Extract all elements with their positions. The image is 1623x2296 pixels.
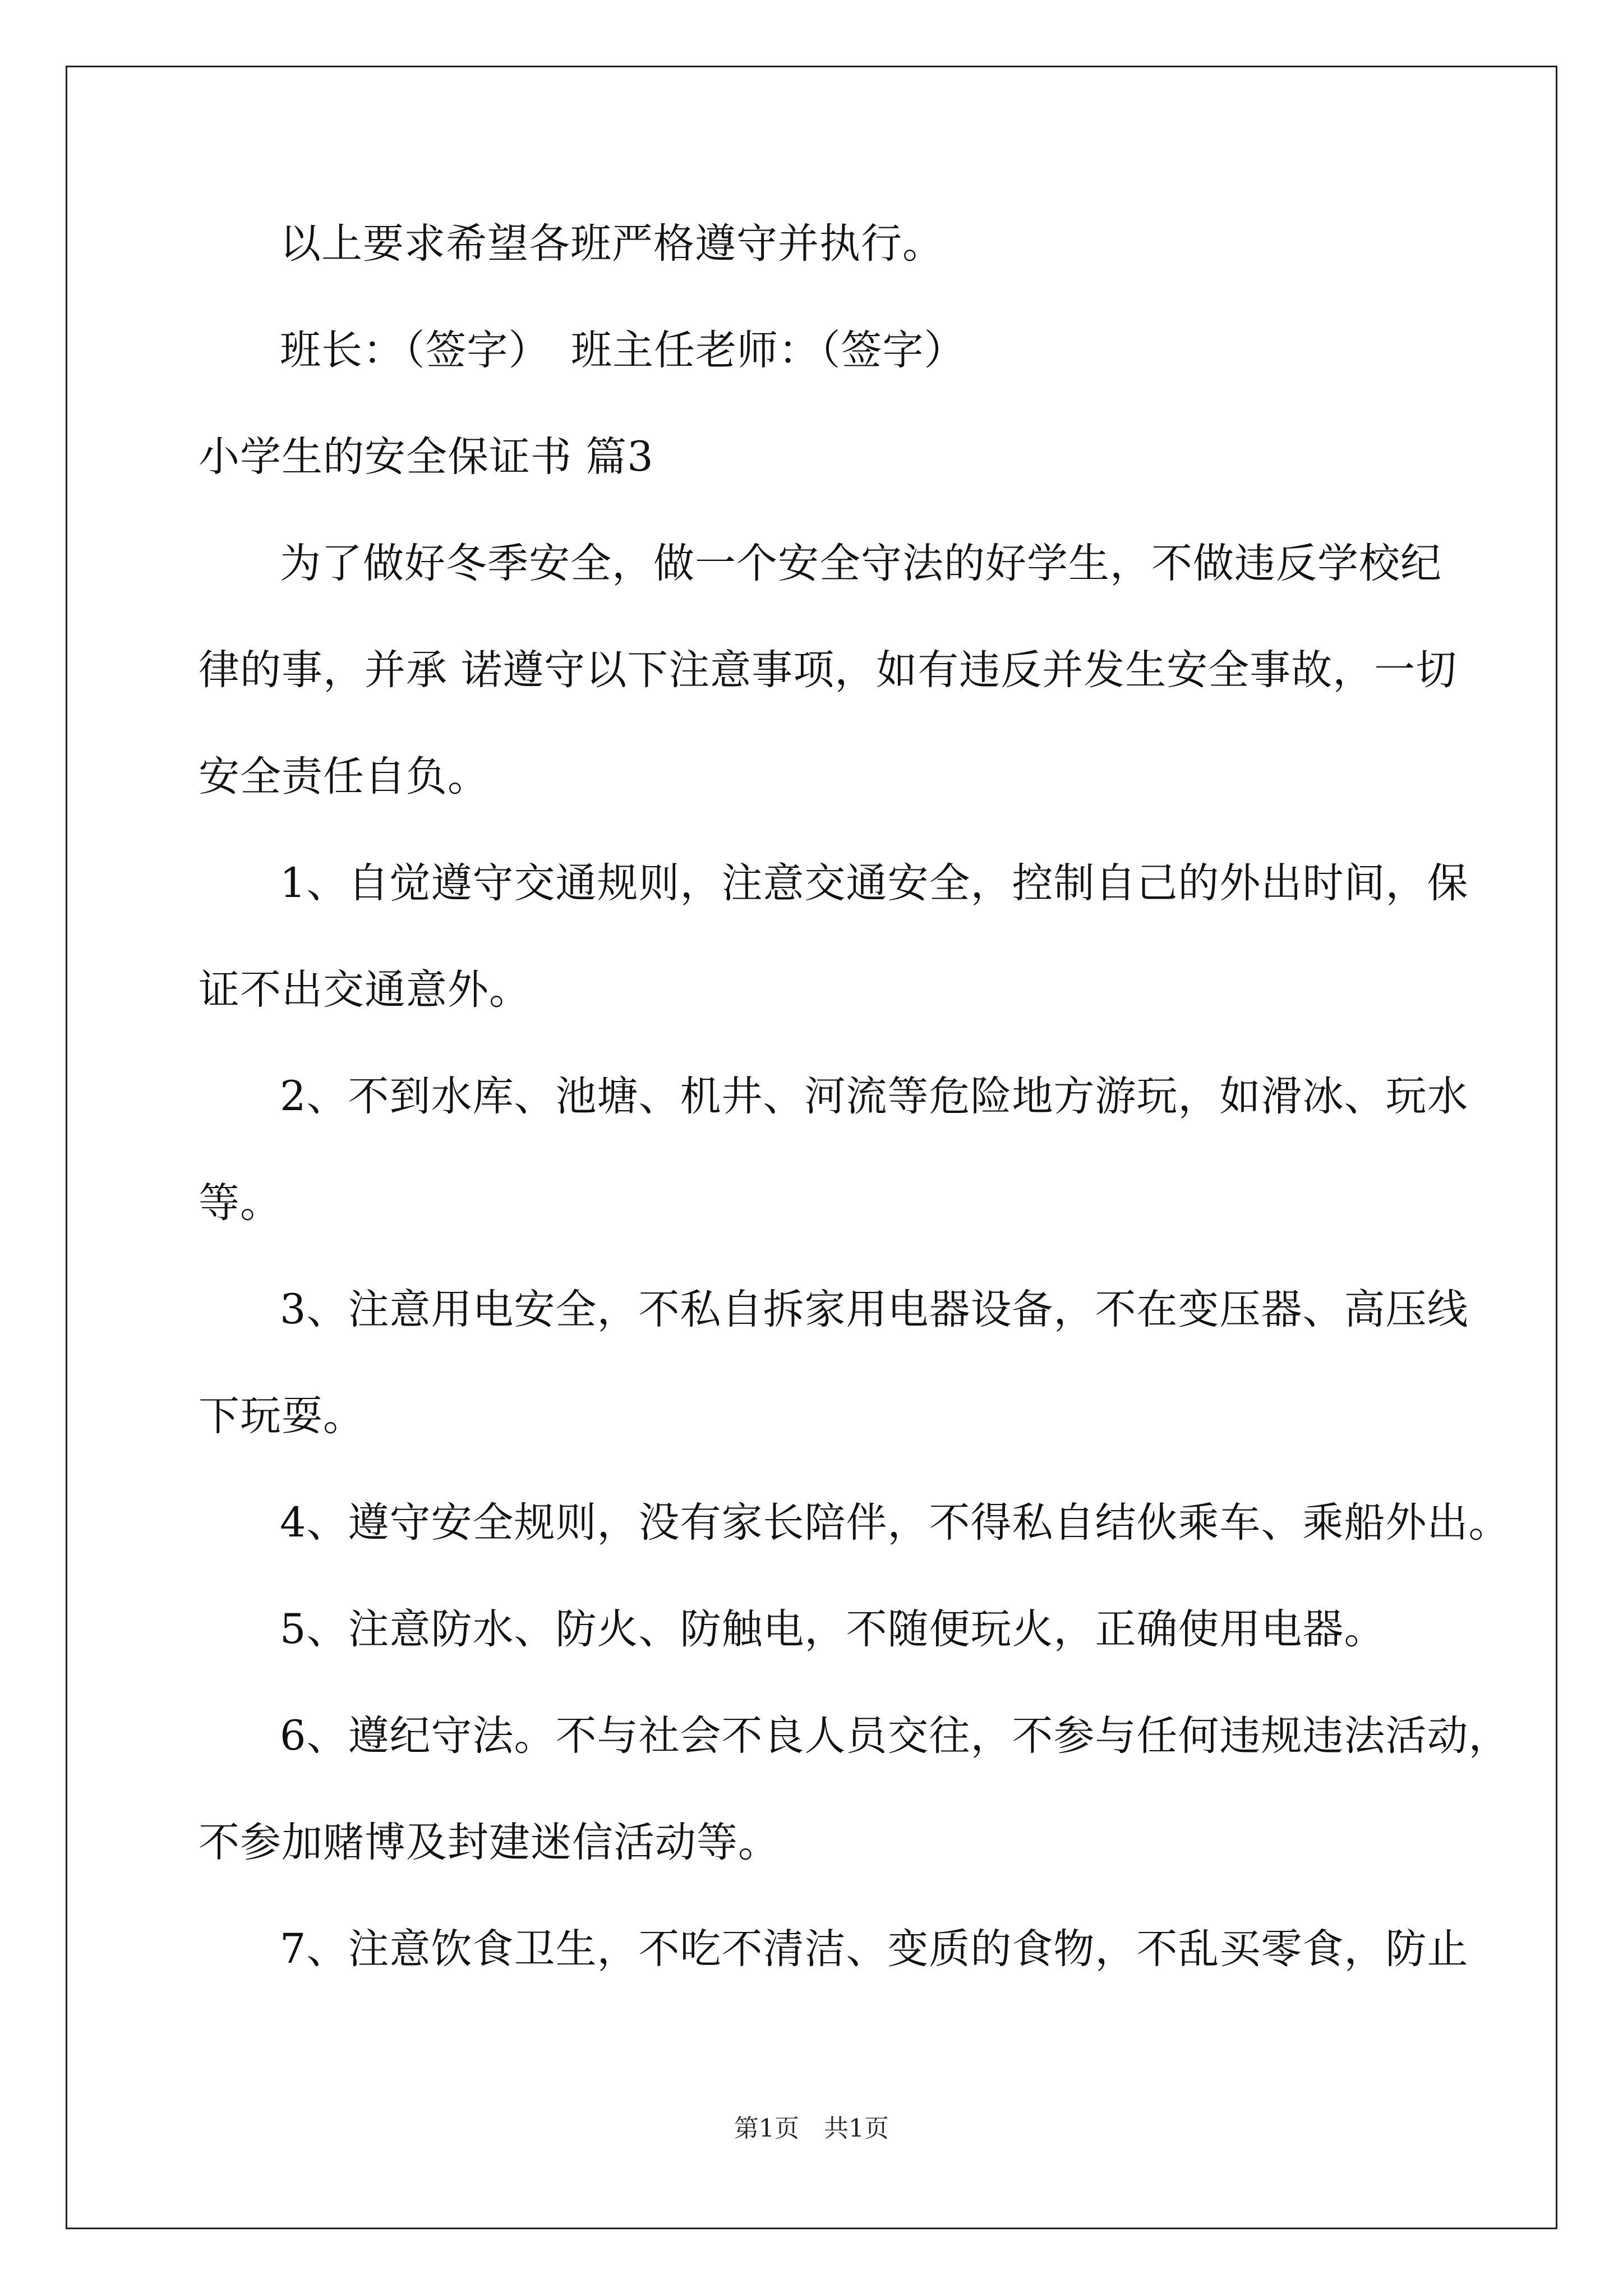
item-2-line-1: 2、不到水库、池塘、机井、河流等危险地方游玩，如滑冰、玩水 — [280, 1073, 1469, 1120]
item-7-line-1: 7、注意饮食卫生，不吃不清洁、变质的食物，不乱买零食，防止 — [280, 1925, 1469, 1973]
item-4-line: 4、遵守安全规则，没有家长陪伴，不得私自结伙乘车、乘船外出。 — [280, 1499, 1510, 1547]
item-6-line-1: 6、遵纪守法。不与社会不良人员交往，不参与任何违规违法活动， — [280, 1712, 1510, 1760]
section-heading: 小学生的安全保证书 篇3 — [199, 433, 654, 481]
paragraph-closing-request: 以上要求希望各班严格遵守并执行。 — [280, 220, 944, 268]
intro-line-2: 律的事，并承 诺遵守以下注意事项，如有违反并发生安全事故，一切 — [199, 646, 1458, 694]
item-3-line-2: 下玩耍。 — [199, 1392, 365, 1440]
intro-line-1: 为了做好冬季安全，做一个安全守法的好学生，不做违反学校纪 — [280, 540, 1442, 587]
item-6-line-2: 不参加赌博及封建迷信活动等。 — [199, 1819, 780, 1866]
signature-line: 班长：（签字） 班主任老师：（签字） — [280, 326, 966, 374]
item-1-line-1: 1、自觉遵守交通规则，注意交通安全，控制自己的外出时间，保 — [280, 859, 1469, 907]
page-footer: 第1页 共1页 — [734, 2114, 889, 2143]
item-1-line-2: 证不出交通意外。 — [199, 966, 531, 1014]
item-2-line-2: 等。 — [199, 1179, 282, 1227]
item-5-line: 5、注意防水、防火、防触电，不随便玩火，正确使用电器。 — [280, 1605, 1386, 1653]
page-border — [66, 66, 1557, 2229]
intro-line-3: 安全责任自负。 — [199, 753, 489, 800]
item-3-line-1: 3、注意用电安全，不私自拆家用电器设备，不在变压器、高压线 — [280, 1286, 1469, 1333]
